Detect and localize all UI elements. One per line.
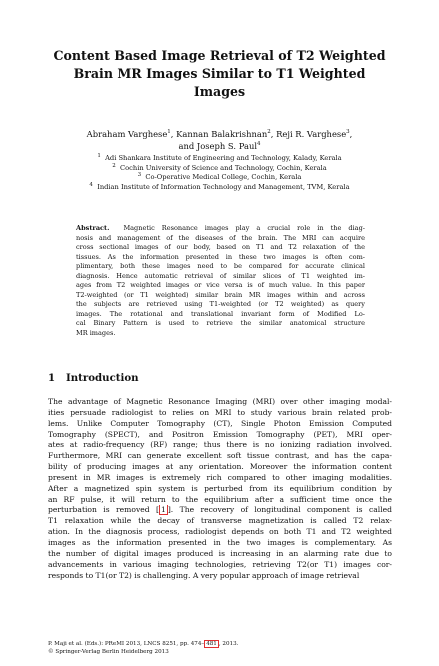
abstract-line: cross sectional images of our body, based on T1 and T2 relaxation of the: [76, 243, 365, 252]
body-text-fragment: perturbation is removed [: [48, 505, 159, 515]
footnote-text: P. Maji et al. (Eds.): PReMI 2013, LNCS 8251, pp. 474–: [48, 641, 205, 647]
affiliation: [20, 183, 419, 193]
affiliation-text: Cochin University of Science and Technology, Cochin, Kerala: [120, 163, 327, 172]
copyright-line: © Springer-Verlag Berlin Heidelberg 2013: [48, 649, 169, 655]
abstract-line: MR images.: [76, 329, 116, 338]
body-line: After a magnetized spin system is perturbed from its equilibrium condition by: [48, 483, 392, 493]
footnote-text: , 2013.: [218, 641, 239, 647]
author-affil-mark: 1: [167, 129, 171, 136]
author-affil-mark: 4: [257, 141, 261, 148]
affiliation: [20, 173, 419, 183]
body-line: Tomography (SPECT), and Positron Emission Tomography (PET), MRI oper-: [48, 429, 392, 439]
author-name: , Kannan Balakrishnan: [170, 129, 268, 139]
body-line: T1 relaxation while the decay of transverse magnetization is called T2 relax-: [48, 516, 392, 526]
page-link[interactable]: 481: [206, 641, 217, 647]
publication-footnote: [48, 640, 238, 656]
affiliation-text: Indian Institute of Information Technology and Management, TVM, Kerala: [97, 182, 350, 191]
body-line: an RF pulse, it will return to the equilibrium after a sufficient time once the: [48, 494, 392, 504]
body-line: ation. In the diagnosis process, radiologist depends on both T1 and T2 weighted: [48, 527, 392, 537]
author-line: [30, 140, 409, 152]
body-line: bility of producing images at any orientation. Moreover the information content: [48, 462, 392, 472]
author-affil-mark: 3: [346, 129, 350, 136]
body-line: lems. Unlike Computer Tomography (CT), Single Photon Emission Computed: [48, 418, 392, 428]
abstract-label: Abstract.: [76, 224, 110, 232]
abstract-line: [76, 224, 365, 234]
affiliation-mark: 4: [89, 181, 93, 188]
section-title: Introduction: [66, 372, 139, 384]
author-name: and Joseph S. Paul: [178, 141, 258, 151]
abstract-line: tissues. As the information presented in these two images is often com-: [76, 252, 365, 261]
author-list: [30, 128, 409, 152]
title-line: Brain MR Images Similar to T1 Weighted: [73, 66, 366, 81]
body-line: responds to T1(or T2) is challenging. A very popular approach of image retrieval: [48, 570, 360, 580]
abstract-line: nosis and management of the diseases of the brain. The MRI can acquire: [76, 233, 365, 242]
abstract-line: T2-weighted (or T1 weighted) similar brain MR images within and across: [76, 290, 365, 299]
section-heading: [48, 372, 139, 384]
body-line: present in MR images is extremely rich compared to other imaging modalities.: [48, 472, 392, 482]
body-line: ates at radio-frequency (RF) range; thus there is no ionizing radiation involved.: [48, 440, 392, 450]
affiliation-mark: 1: [97, 152, 101, 159]
abstract: [76, 224, 365, 339]
body-line: ities persuade radiologist to relies on MRI to study various brain related prob-: [48, 407, 392, 417]
citation-link[interactable]: 1: [160, 505, 166, 515]
body-line: images as the information presented in the two images is complementary. As: [48, 537, 392, 547]
affiliation-text: Co-Operative Medical College, Cochin, Kerala: [145, 173, 302, 182]
author-name: Abraham Varghese: [86, 129, 168, 139]
body-line: the number of digital images produced is increasing in an alarming rate due to: [48, 548, 392, 558]
affiliation-mark: 2: [112, 162, 116, 169]
affiliation-text: Adi Shankara Institute of Engineering and Technology, Kalady, Kerala: [105, 154, 342, 162]
abstract-line: plimentary, both these images need to be compared for accurate clinical: [76, 262, 365, 271]
body-line: The advantage of Magnetic Resonance Imaging (MRI) over other imaging modal-: [48, 397, 392, 406]
body-line: Furthermore, MRI can generate excellent soft tissue contrast, and has the capa-: [48, 451, 392, 461]
body-text-fragment: ]. The recovery of longitudinal component is called: [167, 505, 392, 515]
title-line: Images: [193, 84, 246, 99]
paper-title: [30, 47, 409, 101]
author-name: , Reji R. Varghese: [270, 129, 347, 139]
body-paragraph: [48, 397, 392, 581]
abstract-line: images. The rotational and translational invariant form of Modified Lo-: [76, 309, 365, 318]
title-line: Content Based Image Retrieval of T2 Weighted: [53, 48, 386, 63]
affiliation-mark: 3: [137, 171, 142, 178]
abstract-line: ages from T2 weighted images or vice versa is of much value. In this paper: [76, 281, 365, 290]
affiliation-list: [20, 154, 419, 192]
author-separator: ,: [349, 129, 353, 139]
affiliation: [20, 154, 419, 164]
author-line: [30, 128, 409, 140]
body-line-with-citation: [48, 505, 392, 516]
abstract-line: diagnosis. Hence automatic retrieval of similar slices of T1 weighted im-: [76, 271, 365, 280]
body-line: advancements in various imaging technologies, retrieving T2(or T1) images cor-: [48, 559, 392, 569]
footnote-line: [48, 640, 238, 648]
abstract-line: the subjects are retrieved using T1-weighted (or T2 weighted) as query: [76, 300, 365, 309]
abstract-text: Magnetic Resonance images play a crucial role in the diag-: [123, 224, 365, 232]
section-number: 1: [48, 372, 56, 384]
abstract-line: cal Binary Pattern is used to retrieve the similar anatomical structure: [76, 319, 365, 328]
author-affil-mark: 2: [267, 129, 271, 136]
affiliation: [20, 164, 419, 174]
